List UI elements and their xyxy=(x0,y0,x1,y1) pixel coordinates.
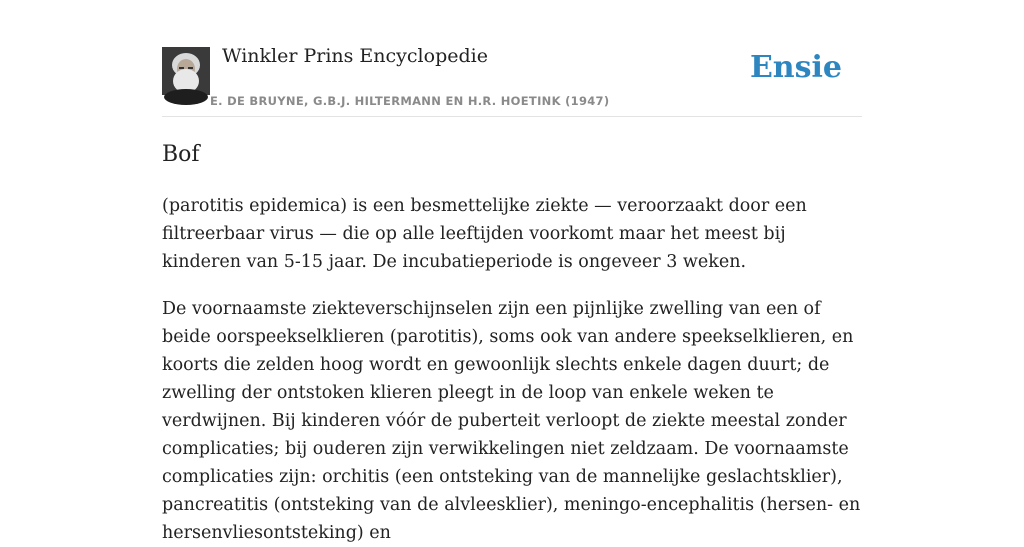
portrait-graphic xyxy=(162,47,210,95)
brand-logo[interactable]: Ensie xyxy=(749,50,842,85)
article-paragraph: (parotitis epidemica) is een besmettelijke ziekte — veroorzaakt door een filtreerbaar virus — die op alle leeftijden voorkomt maar het meest bij kinderen van 5-15 jaar. De incubatieperiode is ongeveer 3 weken. xyxy=(162,196,807,272)
article-title: Bof xyxy=(162,142,200,167)
article-paragraph: De voornaamste ziekteverschijnselen zijn een pijnlijke zwelling van een of beide oorspeekselklieren (parotitis), soms ook van andere speekselklieren, en koorts die zelden hoog wordt en gewoonlijk slechts enkele dagen duurt; de zwelling der ontstoken klieren pleegt in de loop van enkele weken te verdwijnen. Bij kinderen vóór de puberteit verloopt de ziekte meestal zonder complicaties; bij ouderen zijn verwikkelingen niet zeldzaam. De voornaamste complicaties zijn: orchitis (een ontsteking van de mannelijke geslachtsklier), pancreatitis (ontsteking van de alvleesklier), meningo-encephalitis (hersen- en hersenvliesontsteking) en xyxy=(162,299,861,543)
author-portrait-icon[interactable] xyxy=(162,47,210,95)
site-header xyxy=(162,0,862,117)
site-title[interactable]: Winkler Prins Encyclopedie xyxy=(222,45,488,67)
authors-line: E. DE BRUYNE, G.B.J. HILTERMANN EN H.R. HOETINK (1947) xyxy=(210,94,610,108)
article xyxy=(162,140,862,547)
